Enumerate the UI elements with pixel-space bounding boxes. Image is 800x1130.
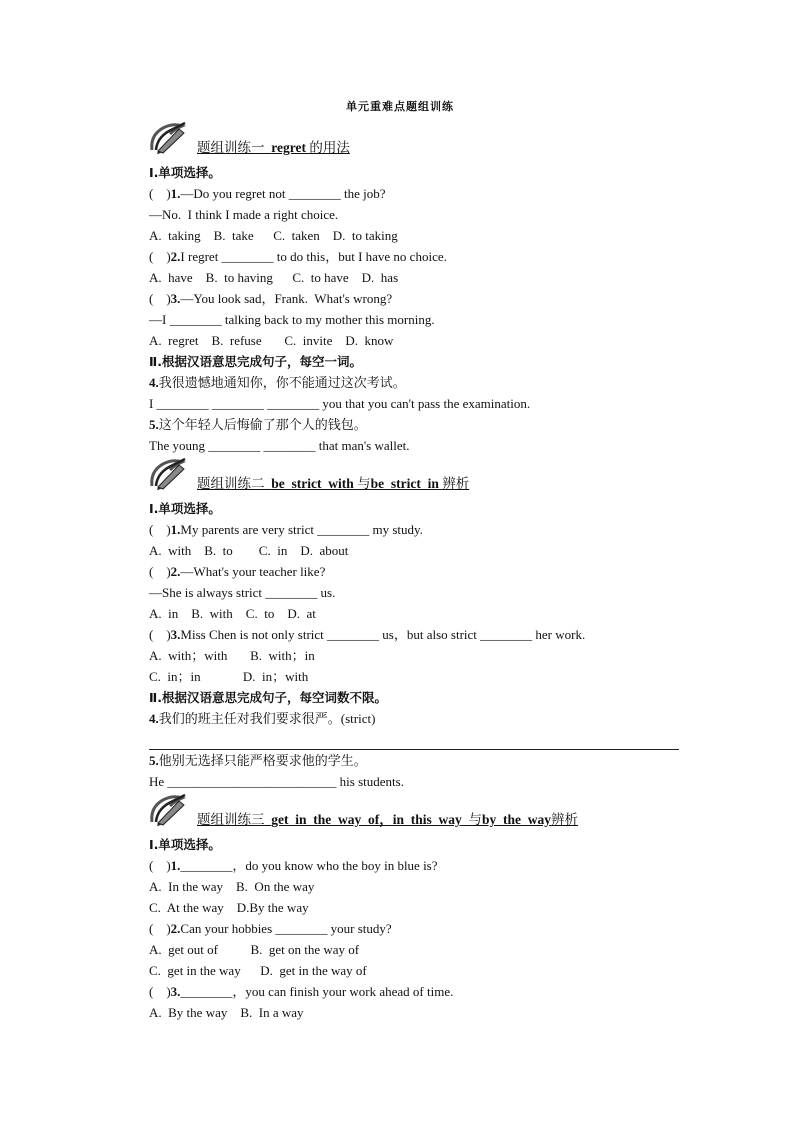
answer-line: —I ________ talking back to my mother this morning. xyxy=(149,312,435,327)
section-title: Ⅰ.单项选择。 xyxy=(149,501,221,516)
group-2-heading: 题组训练二 be strict with 与be strict in 辨析 xyxy=(149,456,669,498)
fill-in-line: He __________________________ his students. xyxy=(149,774,404,789)
translation-prompt: 4.我们的班主任对我们要求很严。(strict) xyxy=(149,711,376,726)
group-3-heading: 题组训练三 get in the way of，in this way 与by the way辨析 xyxy=(149,792,669,834)
options-line: A. By the way B. In a way xyxy=(149,1005,304,1020)
pencil-icon xyxy=(149,120,187,154)
fill-in-line: The young ________ ________ that man's wallet. xyxy=(149,438,410,453)
section-title: Ⅰ.单项选择。 xyxy=(149,837,221,852)
options-line: C. in；in D. in；with xyxy=(149,669,309,684)
pencil-icon xyxy=(149,792,187,826)
section-title: Ⅱ.根据汉语意思完成句子，每空一词。 xyxy=(149,354,362,369)
group-heading-suffix: 的用法 xyxy=(309,140,350,155)
options-line: A. regret B. refuse C. invite D. know xyxy=(149,333,394,348)
answer-line: —No. I think I made a right choice. xyxy=(149,207,339,222)
options-line: C. get in the way D. get in the way of xyxy=(149,963,367,978)
options-line: A. with B. to C. in D. about xyxy=(149,543,349,558)
options-line: A. have B. to having C. to have D. has xyxy=(149,270,399,285)
group-heading-keyword: regret xyxy=(271,140,306,155)
worksheet-content xyxy=(149,120,669,1023)
options-line: A. with；with B. with；in xyxy=(149,648,315,663)
question-stem: ( )3.—You look sad，Frank. What's wrong? xyxy=(149,291,393,306)
question-stem: ( )2.—What's your teacher like? xyxy=(149,564,326,579)
answer-line: —She is always strict ________ us. xyxy=(149,585,336,600)
question-stem: ( )1.________，do you know who the boy in blue is? xyxy=(149,858,438,873)
answer-rule xyxy=(149,729,669,750)
question-stem: ( )1.My parents are very strict ________ my study. xyxy=(149,522,423,537)
question-stem: ( )3.Miss Chen is not only strict ________ us，but also strict ________ her work. xyxy=(149,627,586,642)
question-stem: ( )2.Can your hobbies ________ your study? xyxy=(149,921,392,936)
translation-prompt: 4.我很遗憾地通知你，你不能通过这次考试。 xyxy=(149,375,406,390)
options-line: A. In the way B. On the way xyxy=(149,879,315,894)
question-stem: ( )1.—Do you regret not ________ the job? xyxy=(149,186,386,201)
group-heading-prefix: 题组训练一 xyxy=(197,140,265,155)
section-title: Ⅰ.单项选择。 xyxy=(149,165,221,180)
pencil-icon xyxy=(149,456,187,490)
page-title: 单元重难点题组训练 xyxy=(346,100,454,113)
options-line: A. get out of B. get on the way of xyxy=(149,942,360,957)
group-1-heading xyxy=(149,120,669,162)
translation-prompt: 5.他别无选择只能严格要求他的学生。 xyxy=(149,753,367,768)
section-title: Ⅱ.根据汉语意思完成句子，每空词数不限。 xyxy=(149,690,387,705)
translation-prompt: 5.这个年轻人后悔偷了那个人的钱包。 xyxy=(149,417,367,432)
options-line: C. At the way D.By the way xyxy=(149,900,309,915)
fill-in-line: I ________ ________ ________ you that you can't pass the examination. xyxy=(149,396,531,411)
options-line: A. in B. with C. to D. at xyxy=(149,606,316,621)
question-stem: ( )3.________，you can finish your work ahead of time. xyxy=(149,984,454,999)
options-line: A. taking B. take C. taken D. to taking xyxy=(149,228,398,243)
question-stem: ( )2.I regret ________ to do this，but I have no choice. xyxy=(149,249,447,264)
